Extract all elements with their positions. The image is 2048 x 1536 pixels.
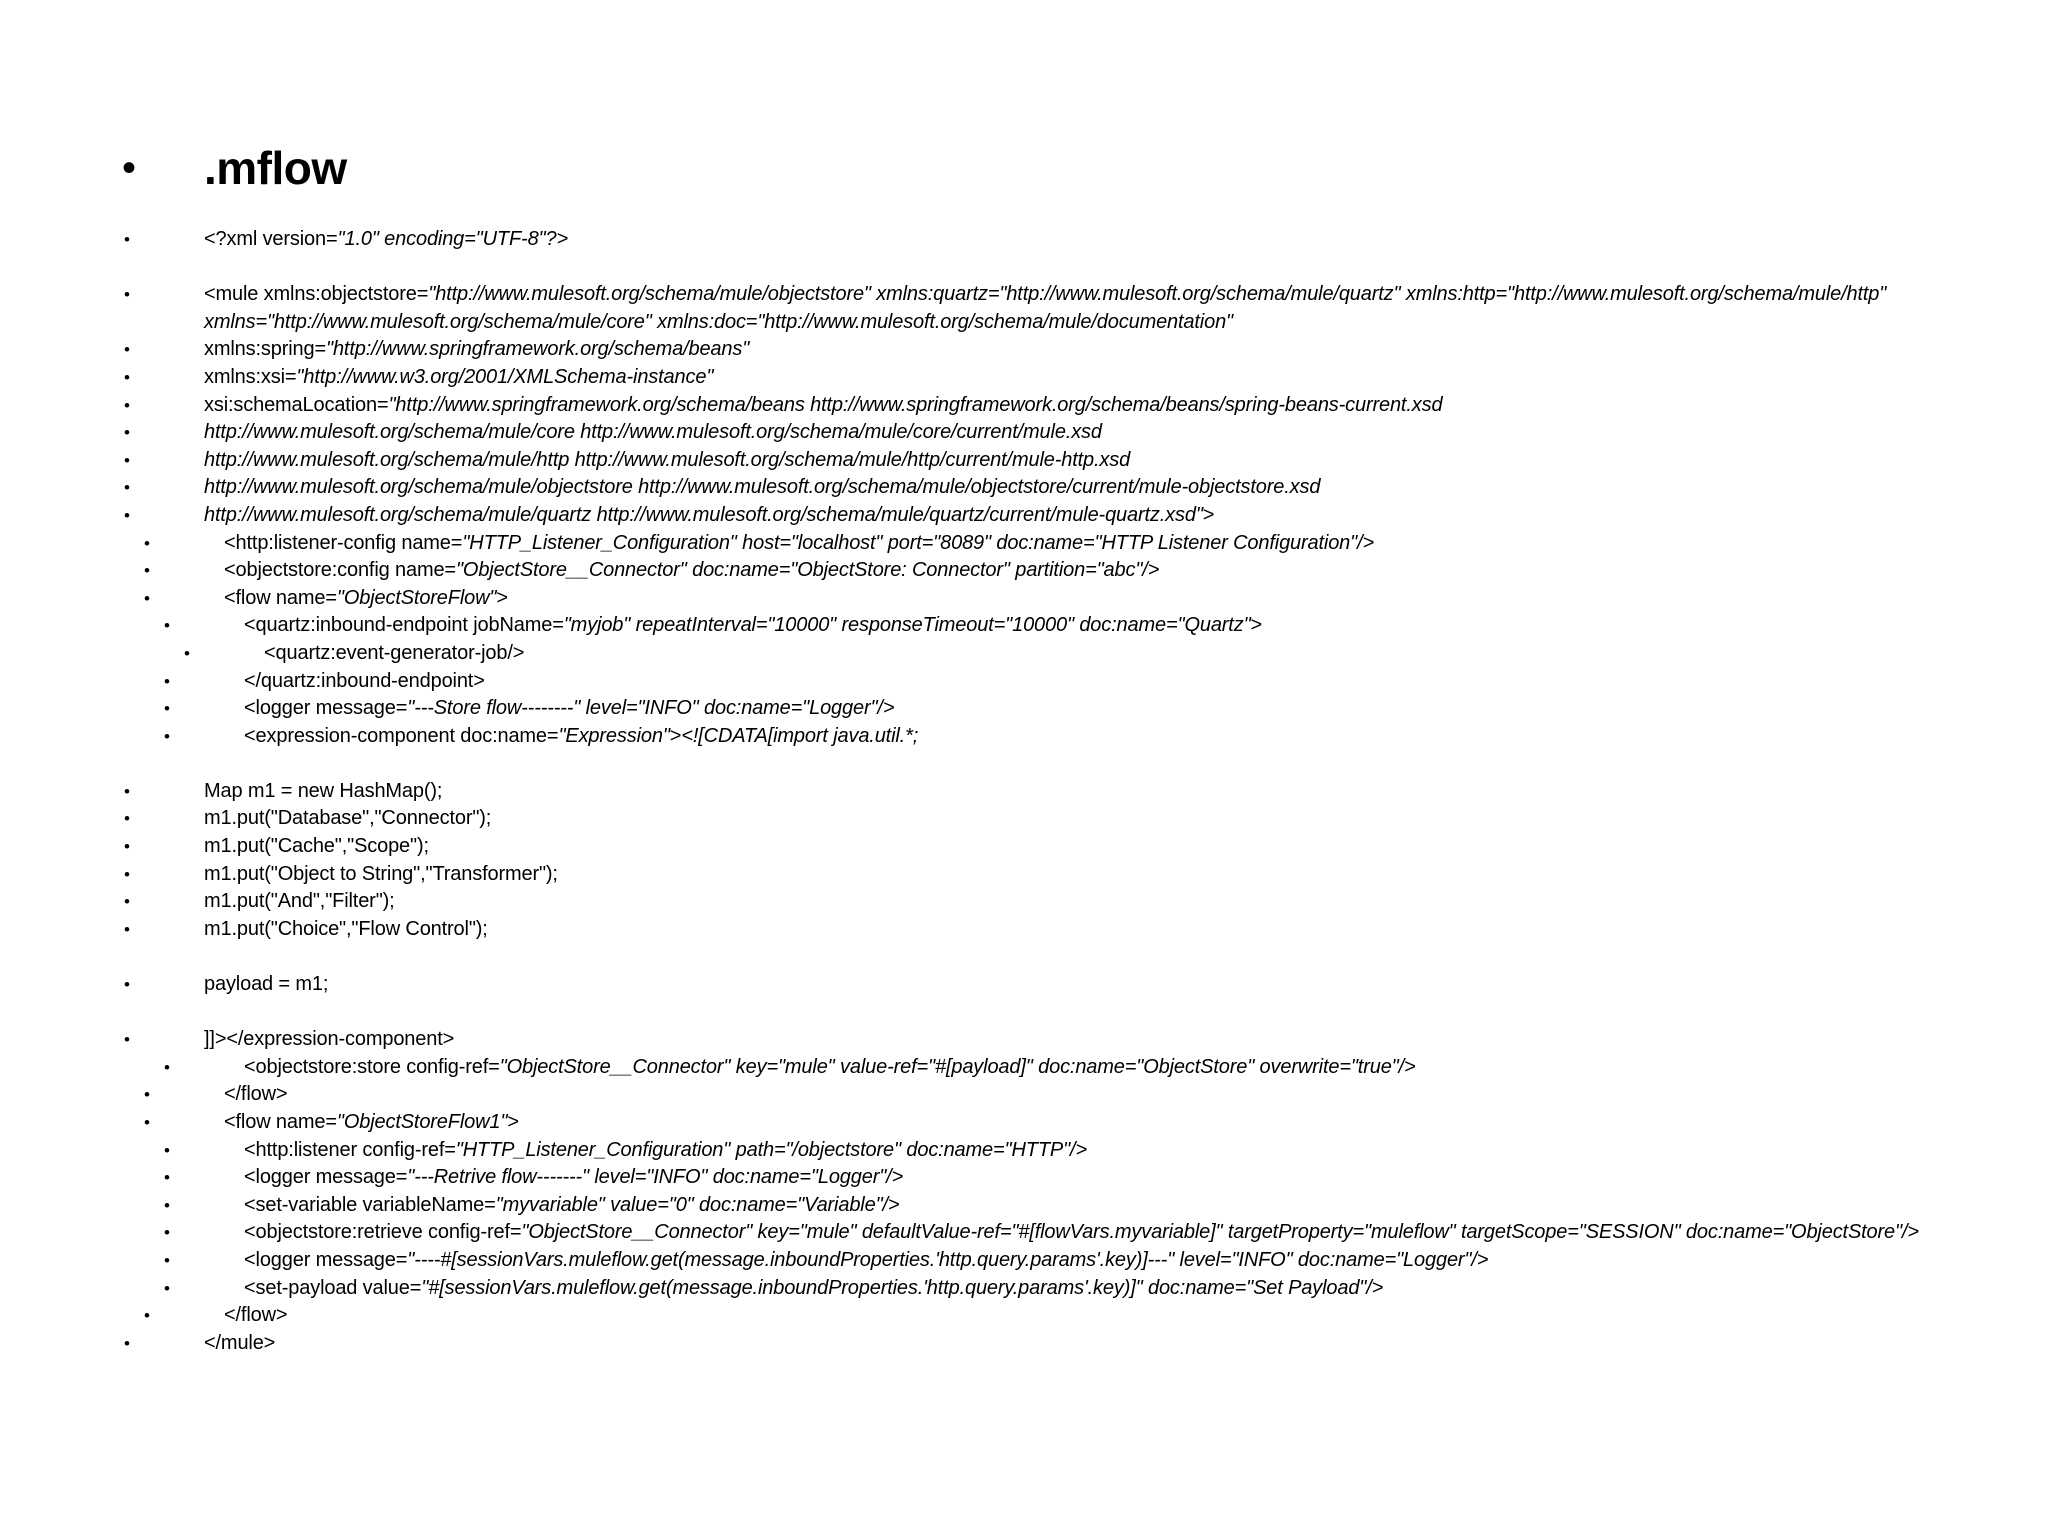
code-line: [122, 336, 2022, 364]
code-segment: "http://www.springframework.org/schema/beans": [326, 338, 750, 361]
code-segment: </mule>: [204, 1331, 276, 1354]
code-line: [122, 1302, 2022, 1330]
code-segment: "http://www.w3.org/2001/XMLSchema-instance": [296, 365, 714, 388]
code-segment: "myjob" repeatInterval="10000" responseTimeout="10000" doc:name="Quartz": [563, 614, 1251, 637]
blank-line: [122, 943, 2022, 971]
code-line: [122, 557, 2022, 585]
code-segment: <logger message=: [244, 1248, 408, 1271]
code-segment: <logger message=: [244, 697, 408, 720]
code-segment: m1.put("Cache","Scope");: [204, 835, 429, 858]
code-segment: "ObjectStore__Connector" doc:name="ObjectStore: Connector" partition="abc"/>: [455, 559, 1160, 582]
code-line: [122, 502, 2022, 530]
code-line: [122, 1275, 2022, 1303]
code-segment: "ObjectStoreFlow1": [336, 1111, 508, 1133]
code-segment: http://www.mulesoft.org/schema/mule/objectstore http://www.mulesoft.org/schema/mule/objectstore/current/mule-objectstore.xsd: [204, 476, 1321, 499]
code-line: [122, 392, 2022, 420]
code-segment: <quartz:inbound-endpoint jobName=: [244, 614, 564, 637]
code-segment: "---Retrive flow-------" level="INFO" doc:name="Logger"/>: [407, 1166, 904, 1189]
code-segment: <quartz:event-generator-job/>: [264, 641, 525, 664]
code-line: [122, 530, 2022, 558]
code-line: [122, 1026, 2022, 1054]
code-segment: ]]></expression-component>: [204, 1028, 455, 1051]
code-line: [122, 778, 2022, 806]
code-segment: >: [496, 586, 508, 609]
code-line: [122, 640, 2022, 668]
code-segment: >: [1250, 614, 1263, 637]
code-segment: "ObjectStore__Connector" key="mule" value-ref="#[payload]" doc:name="ObjectStore" overwrite="true"/>: [499, 1055, 1416, 1078]
code-segment: >: [669, 724, 682, 747]
code-segment: <expression-component doc:name=: [244, 724, 559, 747]
code-segment: m1.put("Database","Connector");: [204, 807, 492, 830]
code-line: [122, 585, 2022, 613]
code-line: [122, 1192, 2022, 1220]
code-line: [122, 916, 2022, 944]
code-segment: "HTTP_Listener_Configuration" path="/objectstore" doc:name="HTTP"/>: [455, 1138, 1087, 1161]
code-segment: <![CDATA[import java.util.*;: [681, 724, 919, 747]
code-segment: "http://www.mulesoft.org/schema/mule/objectstore" xmlns:quartz="http://www.mulesoft.org/schema/mule/quartz" xmlns:http="http://www.mulesoft.org/schema/mule/http" xmlns="http://www.mulesoft.org/schema/mule/core" xmlns:doc="http://www.mulesoft.org/schema/mule/documentation": [204, 283, 1892, 333]
code-segment: "1.0" encoding="UTF-8"?>: [337, 228, 568, 250]
code-segment: <flow name=: [224, 586, 337, 609]
code-line: [122, 1247, 2022, 1275]
code-line: [122, 1137, 2022, 1165]
code-line: [122, 1164, 2022, 1192]
code-line: [122, 419, 2022, 447]
code-segment: m1.put("Choice","Flow Control");: [204, 917, 488, 940]
code-segment: "----#[sessionVars.muleflow.get(message.inboundProperties.'http.query.params'.key)]---" level="INFO" doc:name="Logger"/>: [407, 1248, 1489, 1271]
blank-line: [122, 254, 2022, 282]
code-line: [122, 888, 2022, 916]
code-segment: "#[sessionVars.muleflow.get(message.inboundProperties.'http.query.params'.key)]" doc:name="Set Payload"/>: [421, 1276, 1384, 1299]
code-line: [122, 364, 2022, 392]
code-line: [122, 971, 2022, 999]
code-line: [122, 1054, 2022, 1082]
code-line: [122, 1330, 2022, 1358]
code-segment: "myvariable" value="0" doc:name="Variable"/>: [495, 1193, 900, 1216]
code-segment: "---Store flow--------" level="INFO" doc:name="Logger"/>: [407, 697, 895, 720]
code-segment: "ObjectStore__Connector" key="mule" defaultValue-ref="#[flowVars.myvariable]" targetProperty="muleflow" targetScope="SESSION" doc:name="ObjectStore"/>: [521, 1221, 1919, 1244]
code-line: [122, 668, 2022, 696]
code-line: [122, 833, 2022, 861]
code-segment: <http:listener config-ref=: [244, 1138, 456, 1161]
code-segment: <set-variable variableName=: [244, 1193, 496, 1216]
code-segment: "http://www.springframework.org/schema/beans http://www.springframework.org/schema/beans/spring-beans-current.xsd: [388, 393, 1443, 416]
code-segment: <set-payload value=: [244, 1276, 422, 1299]
code-segment: http://www.mulesoft.org/schema/mule/quartz http://www.mulesoft.org/schema/mule/quartz/current/mule-quartz.xsd": [204, 503, 1203, 526]
code-segment: <objectstore:config name=: [224, 559, 456, 582]
code-segment: </flow>: [224, 1083, 288, 1106]
code-segment: xmlns:xsi=: [204, 365, 297, 388]
code-segment: payload = m1;: [204, 973, 329, 996]
code-line: [122, 1219, 2022, 1247]
code-segment: <http:listener-config name=: [224, 531, 463, 554]
code-segment: <objectstore:retrieve config-ref=: [244, 1221, 522, 1244]
title-bullet: •: [122, 146, 137, 190]
code-segment: xmlns:spring=: [204, 338, 326, 361]
code-segment: m1.put("And","Filter");: [204, 890, 395, 913]
code-line: [122, 1081, 2022, 1109]
code-segment: Map m1 = new HashMap();: [204, 779, 443, 802]
code-segment: xsi:schemaLocation=: [204, 393, 389, 416]
code-listing: [122, 226, 2022, 1357]
code-line: [122, 281, 2022, 336]
code-segment: </quartz:inbound-endpoint>: [244, 669, 485, 692]
code-line: [122, 226, 2022, 254]
code-line: [122, 1109, 2022, 1137]
code-line: [122, 695, 2022, 723]
code-line: [122, 861, 2022, 889]
code-segment: "ObjectStoreFlow": [336, 586, 497, 609]
code-segment: m1.put("Object to String","Transformer");: [204, 862, 558, 885]
code-line: [122, 805, 2022, 833]
code-segment: </flow>: [224, 1304, 288, 1327]
code-segment: >: [507, 1111, 519, 1133]
code-line: [122, 612, 2022, 640]
code-segment: http://www.mulesoft.org/schema/mule/http http://www.mulesoft.org/schema/mule/http/current/mule-http.xsd: [204, 448, 1131, 471]
code-line: [122, 474, 2022, 502]
slide-title: .mflow: [204, 142, 347, 194]
code-segment: <logger message=: [244, 1166, 408, 1189]
code-segment: <mule xmlns:objectstore=: [204, 283, 429, 306]
code-line: [122, 723, 2022, 751]
code-segment: <objectstore:store config-ref=: [244, 1055, 500, 1078]
code-segment: <flow name=: [224, 1111, 337, 1133]
code-segment: "HTTP_Listener_Configuration" host="localhost" port="8089" doc:name="HTTP Listener Configuration"/>: [462, 531, 1375, 554]
code-segment: http://www.mulesoft.org/schema/mule/core http://www.mulesoft.org/schema/mule/core/current/mule.xsd: [204, 421, 1102, 444]
code-line: [122, 447, 2022, 475]
blank-line: [122, 999, 2022, 1027]
code-segment: <?xml version=: [204, 228, 338, 250]
code-segment: "Expression": [558, 724, 670, 747]
code-segment: >: [1202, 503, 1215, 526]
title-row: [122, 138, 347, 198]
blank-line: [122, 750, 2022, 778]
